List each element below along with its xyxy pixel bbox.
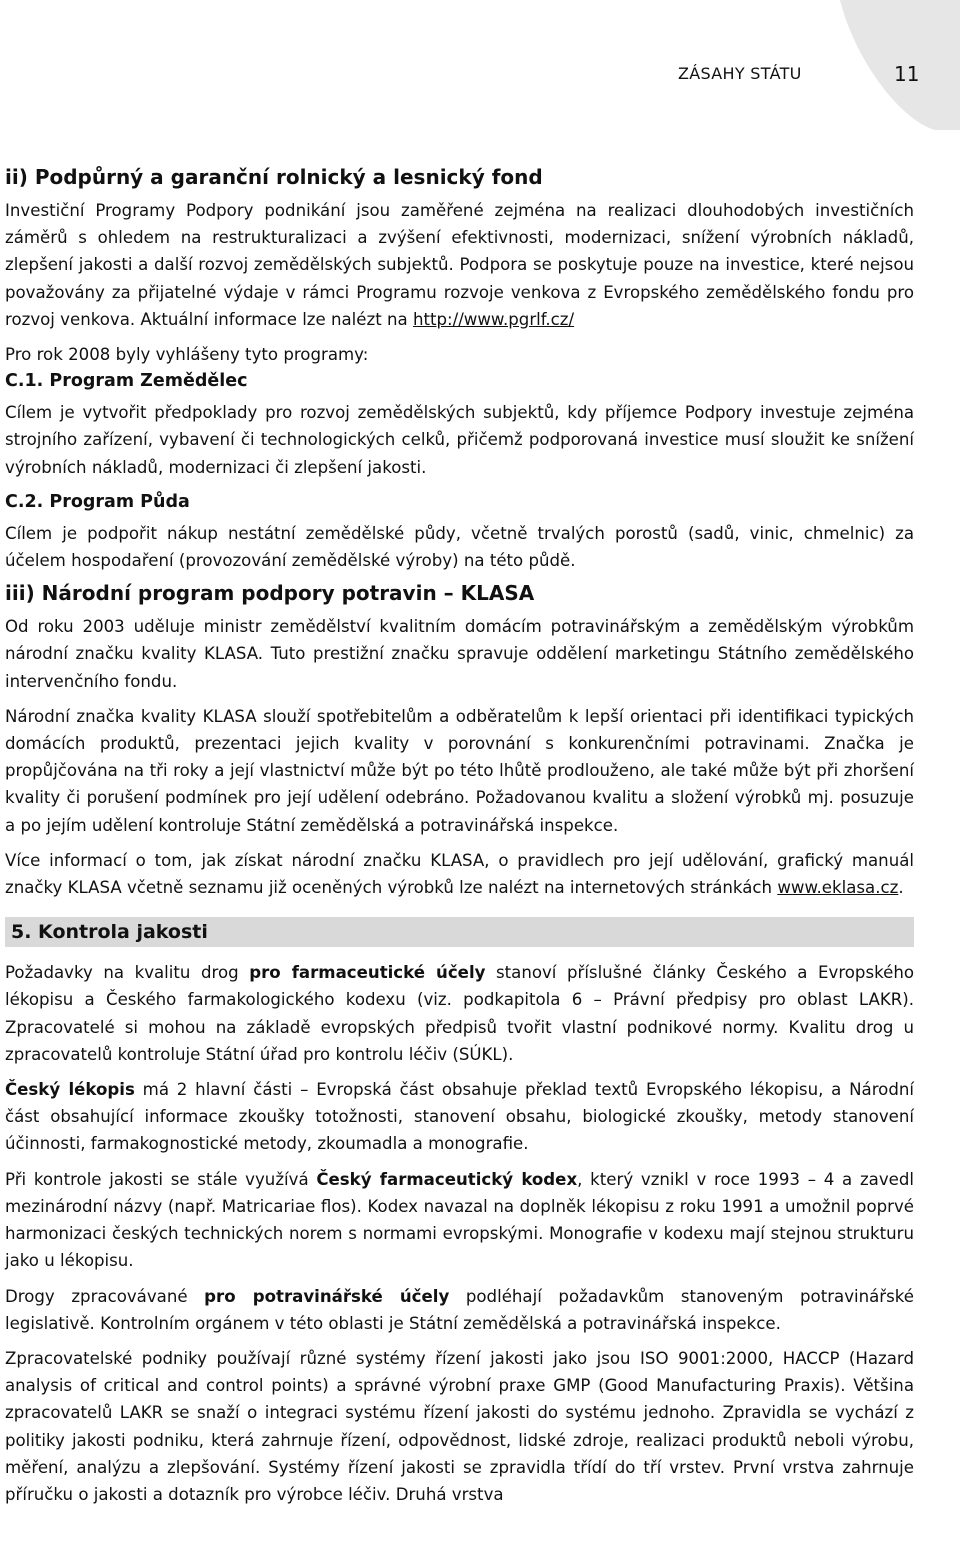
paragraph: Cílem je podpořit nákup nestátní zemědělské půdy, včetně trvalých porostů (sadů, vinic, chmelnic) za účelem hospodaření (provozování zemědělské výroby) na této půdě.	[5, 523, 914, 571]
paragraph	[5, 1283, 914, 1337]
section-heading-iii: iii) Národní program podpory potravin – KLASA	[5, 581, 535, 606]
paragraph: Zpracovatelské podniky používají různé systémy řízení jakosti jako jsou ISO 9001:2000, HACCP (Hazard analysis of critical and control points) a správné výrobní praxe GMP (Good Manufacturing Praxis). Většina zpracovatelů LAKR se snaží o integraci systému řízení jakosti do systému jednoho. Zpravidla se vychází z politiky jakosti podniku, která zahrnuje řízení, odpovědnost, lidské zdroje, realizaci produktů neboli výrobu, měření, analýzu a zlepšování. Systémy řízení jakosti se zpravidla třídí do tří vrstev. První vrstva zahrnuje příručku o jakosti a dotazník pro výrobce léčiv. Druhá vrstva	[5, 1348, 914, 1504]
paragraph: Od roku 2003 uděluje ministr zemědělství kvalitním domácím potravinářským a zemědělským výrobkům národní značku kvality KLASA. Tuto prestižní značku spravuje oddělení marketingu Státního zemědělského intervenčního fondu.	[5, 617, 914, 691]
section-heading-5: 5. Kontrola jakosti	[5, 917, 914, 947]
text: Podpora se poskytuje pouze na investice, které nejsou považovány za přijatelné výdaje v rámci Programu rozvoje venkova z Evropského zemědělského fondu pro rozvoj venkova. Aktuální informace lze nalézt na	[5, 255, 914, 329]
pgrlf-link[interactable]: http://www.pgrlf.cz/	[412, 309, 575, 329]
text: , který vznikl v roce 1993 – 4 a zavedl mezinárodní názvy (např. Matricariae flos). Kodex navazal na doplněk lékopisu z roku 1991 a umožnil poprvé harmonizaci českých technických norem s normami evropskými. Monografie v kodexu mají stejnou strukturu jako u lékopisu.	[5, 1169, 914, 1271]
section-heading-ii: ii) Podpůrný a garanční rolnický a lesnický fond	[5, 165, 543, 189]
paragraph: Cílem je vytvořit předpoklady pro rozvoj zemědělských subjektů, kdy příjemce Podpory investuje zejména strojního zařízení, vybavení či technologických celků, přičemž podporovaná investice musí sloužit ke snížení výrobních nákladů, modernizaci či zlepšení jakosti.	[5, 403, 914, 477]
text: Investiční Programy Podpory podnikání jsou zaměřené zejména na realizaci dlouhodobých investičních záměrů s ohledem na restrukturalizaci a zvýšení efektivnosti, modernizaci, snížení výrobních nákladů, zlepšení jakosti a další rozvoj zemědělských subjektů.	[5, 201, 914, 275]
paragraph	[5, 1166, 914, 1275]
text: Více informací o tom, jak získat národní značku KLASA, o pravidlech pro její udělování, grafický manuál značky KLASA včetně seznamu již oceněných výrobků lze nalézt na internetových stránkách	[5, 850, 914, 898]
text: Požadavky na kvalitu drog	[5, 963, 250, 983]
text: Při kontrole jakosti se stále využívá	[5, 1169, 317, 1189]
bold-text: pro potravinářské účely	[204, 1286, 450, 1306]
bold-text: Český farmaceutický kodex	[316, 1169, 578, 1189]
bold-text: pro farmaceutické účely	[249, 963, 486, 983]
paragraph	[5, 959, 914, 1068]
page-content	[5, 158, 914, 1508]
subheading-c1: C.1. Program Zemědělec	[5, 371, 248, 392]
text: .	[898, 878, 904, 898]
text: má 2 hlavní části – Evropská část obsahuje překlad textů Evropského lékopisu, a Národní část obsahující informace zkoušky totožnosti, stanovení obsahu, biologické zkoušky, metody stanovení účinnosti, farmakognostické metody, zkoumadla a monografie.	[5, 1080, 914, 1154]
paragraph	[5, 197, 914, 333]
subheading-c2: C.2. Program Půda	[5, 491, 190, 512]
paragraph: Národní značka kvality KLASA slouží spotřebitelům a odběratelům k lepší orientaci při identifikaci typických domácích produktů, prezentaci jejich kvality v porovnání s konkurenčními potravinami. Značka je propůjčována na tři roky a její vlastnictví může být po této lhůtě prodlouženo, ale také může být při zhoršení kvality či porušení podmínek pro její udělení odebráno. Požadovanou kvalitu a složení výrobků mj. posuzuje a po jejím udělení kontroluje Státní zemědělská a potravinářská inspekce.	[5, 706, 914, 835]
running-header: ZÁSAHY STÁTU	[678, 64, 802, 83]
eklasa-link[interactable]: www.eklasa.cz	[777, 878, 899, 898]
text: Drogy zpracovávané	[5, 1286, 205, 1306]
text: podléhají požadavkům stanoveným potravinářské legislativě. Kontrolním orgánem v této oblasti je Státní zemědělská a potravinářská inspekce.	[5, 1286, 914, 1333]
paragraph	[5, 1076, 914, 1158]
paragraph	[5, 847, 914, 901]
page-number: 11	[894, 62, 920, 86]
bold-text: Český lékopis	[5, 1080, 135, 1100]
text: stanoví příslušné články Českého a Evropského lékopisu a Českého farmakologického kodexu (viz. podkapitola 6 – Právní předpisy pro oblast LAKR). Zpracovatelé si mohou na základě evropských předpisů tvořit vlastní podnikové normy. Kvalitu drog u zpracovatelů kontroluje Státní úřad pro kontrolu léčiv (SÚKL).	[5, 963, 914, 1064]
paragraph: Pro rok 2008 byly vyhlášeny tyto programy:	[5, 345, 369, 365]
